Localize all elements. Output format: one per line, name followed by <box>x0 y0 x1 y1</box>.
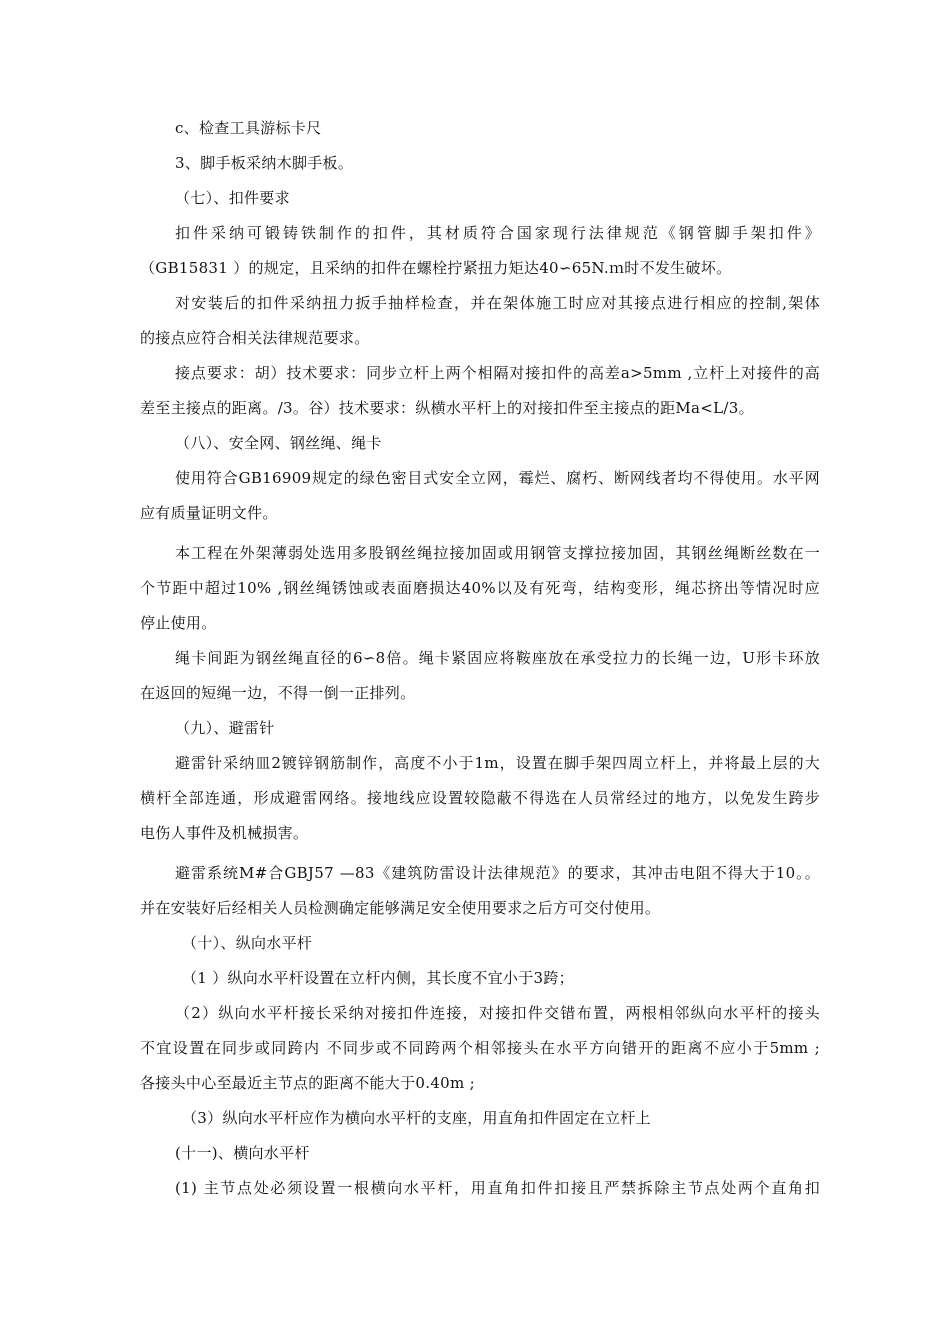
paragraph-line: 并在安装好后经相关人员检测确定能够满足安全使用要求之后方可交付使用。 <box>140 899 661 917</box>
paragraph-line: （1 ）纵向水平杆设置在立杆内侧，其长度不宜小于3跨； <box>182 969 574 987</box>
paragraph-line: 使用符合GB16909规定的绿色密目式安全立网，霉烂、腐朽、断网线者均不得使用。水平网 <box>175 469 820 487</box>
paragraph-line: 差至主接点的距离。/3。谷）技术要求：纵横水平杆上的对接扣件至主接点的距Ma<L/3。 <box>140 399 754 417</box>
paragraph-line: 横杆全部连通，形成避雷网络。接地线应设置较隐蔽不得选在人员常经过的地方，以免发生跨步 <box>140 789 820 807</box>
paragraph-line: 应有质量证明文件。 <box>140 504 278 522</box>
paragraph-line: 避雷系统M#合GBJ57 —83《建筑防雷设计法律规范》的要求，其冲击电阻不得大于10。。 <box>175 864 820 882</box>
paragraph-line: c、检查工具游标卡尺 <box>175 119 322 137</box>
paragraph-line: （GB15831 ）的规定，且采纳的扣件在螺栓拧紧扭力矩达40∽65N.ｍ时不发生破坏。 <box>140 259 732 277</box>
paragraph-line: （3）纵向水平杆应作为横向水平杆的支座，用直角扣件固定在立杆上 <box>182 1109 651 1127</box>
paragraph-line: (1) 主节点处必须设置一根横向水平杆，用直角扣件扣接且严禁拆除主节点处两个直角扣 <box>175 1179 820 1197</box>
paragraph-line: 停止使用。 <box>140 614 217 632</box>
paragraph-line: 绳卡间距为钢丝绳直径的6∽8倍。绳卡紧固应将鞍座放在承受拉力的长绳一边，U形卡环放 <box>175 649 820 667</box>
paragraph-line: 各接头中心至最近主节点的距离不能大于0.40m ; <box>140 1074 475 1092</box>
paragraph-line: 3、脚手板采纳木脚手板。 <box>175 154 354 172</box>
section-heading: (十一)、横向水平杆 <box>175 1144 310 1162</box>
section-heading: （八）、安全网、钢丝绳、绳卡 <box>175 434 382 452</box>
section-heading: （七）、扣件要求 <box>175 189 290 207</box>
paragraph-line: 本工程在外架薄弱处选用多股钢丝绳拉接加固或用钢管支撑拉接加固，其钢丝绳断丝数在一 <box>175 544 820 562</box>
section-heading: （九）、避雷针 <box>175 719 275 737</box>
paragraph-line: 个节距中超过10% ,钢丝绳锈蚀或表面磨损达40%以及有死弯，结构变形，绳芯挤出等情况时应 <box>140 579 820 597</box>
paragraph-line: 接点要求：胡）技术要求：同步立杆上两个相隔对接扣件的高差a>5mm ,立杆上对接件的高 <box>175 364 820 382</box>
paragraph-line: 对安装后的扣件采纳扭力扳手抽样检查，并在架体施工时应对其接点进行相应的控制,架体 <box>175 294 820 312</box>
paragraph-line: 的接点应符合相关法律规范要求。 <box>140 329 370 347</box>
paragraph-line: 电伤人事件及机械损害。 <box>140 824 309 842</box>
paragraph-line: 在返回的短绳一边，不得一倒一正排列。 <box>140 684 416 702</box>
paragraph-line: 避雷针采纳皿2镀锌钢筋制作，高度不小于1m，设置在脚手架四周立杆上，并将最上层的大 <box>175 754 820 772</box>
paragraph-line: 不宜设置在同步或同跨内 不同步或不同跨两个相邻接头在水平方向错开的距离不应小于5mm ; <box>140 1039 820 1057</box>
paragraph-line: （2）纵向水平杆接长采纳对接扣件连接，对接扣件交错布置，两根相邻纵向水平杆的接头 <box>175 1004 820 1022</box>
paragraph-line: 扣件采纳可锻铸铁制作的扣件，其材质符合国家现行法律规范《钢管脚手架扣件》 <box>175 224 820 242</box>
section-heading: （十）、纵向水平杆 <box>182 934 313 952</box>
